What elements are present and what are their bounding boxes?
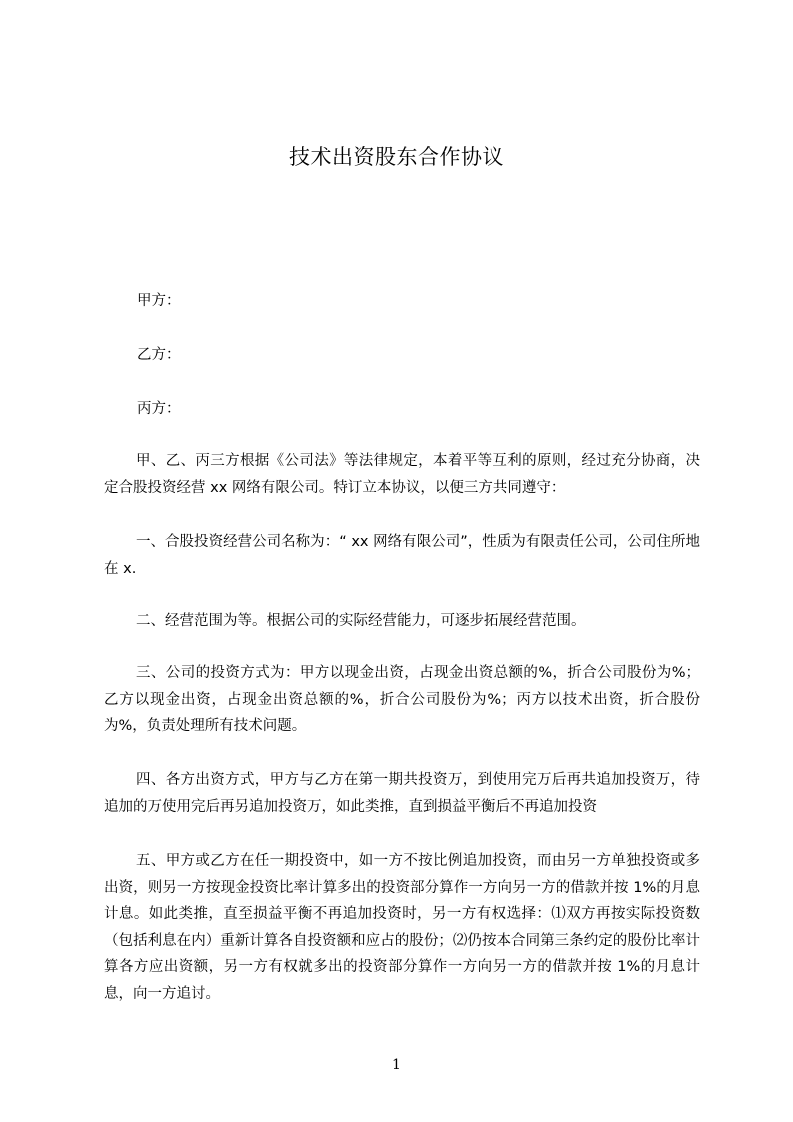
clause-3-paragraph: 三、公司的投资方式为：甲方以现金出资，占现金出资总额的%，折合公司股份为%；乙方以现金出资，占现金出资总额的%，折合公司股份为%；丙方以技术出资，折合股份为%，负责处理所有技术问题。 bbox=[104, 665, 700, 734]
intro-paragraph: 甲、乙、丙三方根据《公司法》等法律规定，本着平等互利的原则，经过充分协商，决定合股投资经营 xx 网络有限公司。特订立本协议，以便三方共同遵守： bbox=[104, 453, 700, 496]
document-title: 技术出资股东合作协议 bbox=[289, 145, 504, 169]
party-c-label: 丙方： bbox=[137, 401, 181, 417]
party-b-label: 乙方： bbox=[137, 347, 181, 363]
clause-4-paragraph: 四、各方出资方式，甲方与乙方在第一期共投资万，到使用完万后再共追加投资万，待追加的万使用完后再另追加投资万，如此类推，直到损益平衡后不再追加投资 bbox=[104, 772, 700, 815]
clause-2-paragraph: 二、经营范围为等。根据公司的实际经营能力，可逐步拓展经营范围。 bbox=[136, 613, 586, 629]
clause-5-paragraph: 五、甲方或乙方在任一期投资中，如一方不按比例追加投资，而由另一方单独投资或多出资，则另一方按现金投资比率计算多出的投资部分算作一方向另一方的借款并按 1%的月息计息。如此类推，直至损益平衡不再追加投资时，另一方有权选择：⑴双方再按实际投资数（包括利息在内）重新计算各自投资额和应占的股份；⑵仍按本合同第三条约定的股份比率计算各方应出资额，另一方有权就多出的投资部分算作一方向另一方的借款并按 1%的月息计息，向一方追讨。 bbox=[104, 853, 700, 1002]
page-number: 1 bbox=[392, 1057, 401, 1073]
clause-1-paragraph: 一、合股投资经营公司名称为：“ xx 网络有限公司”，性质为有限责任公司，公司住所地在 x. bbox=[104, 534, 700, 577]
party-a-label: 甲方： bbox=[137, 293, 181, 309]
